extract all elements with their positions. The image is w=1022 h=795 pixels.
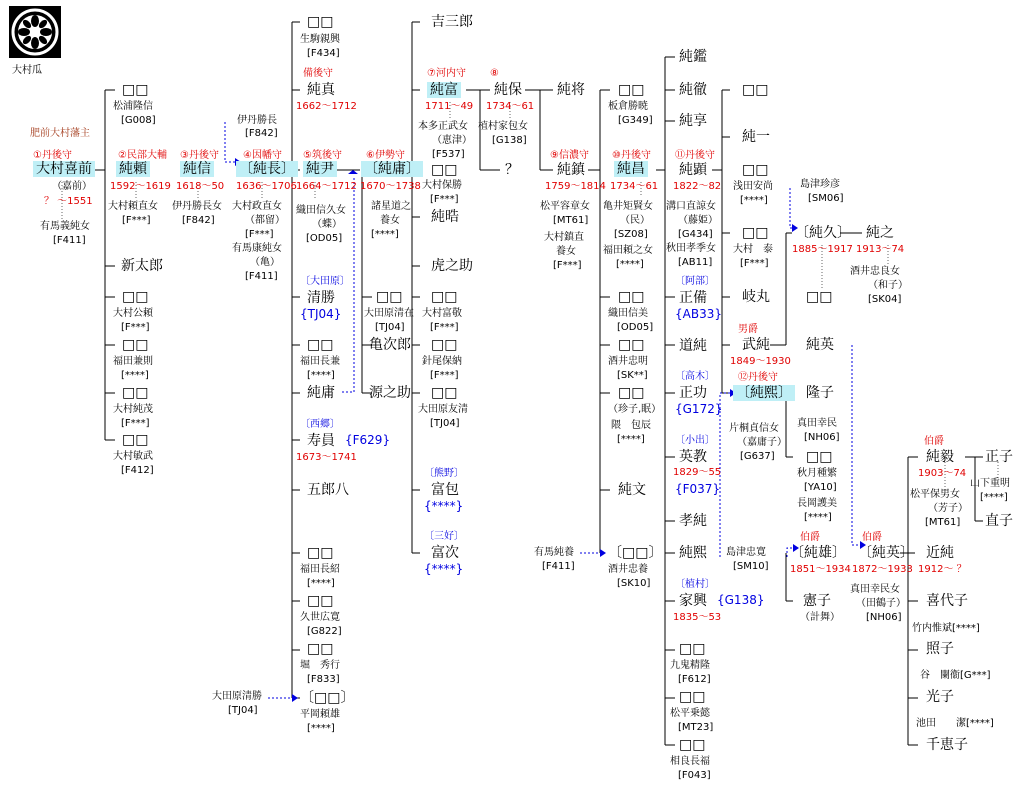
- house-label: 〔高木〕: [675, 371, 715, 382]
- ref-code: [****]: [617, 434, 645, 445]
- person-node[interactable]: □□: [122, 337, 149, 353]
- years-label: 1872～1933: [852, 564, 913, 575]
- years-label: 1734～61: [610, 181, 659, 192]
- ref-code: [F***]: [121, 418, 150, 429]
- rank-label: 備後守: [303, 68, 333, 79]
- house-label: 〔熊野〕: [424, 468, 464, 479]
- spouse-note: （民）: [620, 215, 650, 226]
- ref-code: {****}: [424, 499, 464, 513]
- house-label: 〔大田原〕: [300, 276, 350, 287]
- spouse-label: 浅田安尚: [733, 181, 773, 192]
- spouse-label: 有馬康純女: [232, 243, 282, 254]
- spouse-note: （都留）: [245, 215, 285, 226]
- person-node[interactable]: □□: [806, 449, 833, 465]
- rank-label: ⑧: [490, 68, 499, 79]
- person-node[interactable]: 〔□□〕: [608, 545, 663, 561]
- rank-label: ⑫丹後守: [738, 372, 778, 383]
- ref-code: {F037}: [675, 482, 721, 496]
- ref-code: [MT23]: [678, 722, 714, 733]
- ref-code: [F***]: [430, 370, 459, 381]
- ref-code: {TJ04}: [300, 307, 342, 321]
- ref-code: [TJ04]: [228, 705, 258, 716]
- person-node[interactable]: 純鑑: [679, 49, 707, 65]
- spouse-label: 大村鎮直: [544, 232, 584, 243]
- spouse-label: 平岡頼雄: [300, 709, 340, 720]
- ref-code: [F***]: [553, 260, 582, 271]
- ref-code: [G434]: [678, 229, 713, 240]
- person-node-gen6[interactable]: 〔純庸〕: [361, 161, 423, 177]
- spouse-label: 板倉勝暁: [608, 101, 648, 112]
- spouse-label: 九鬼精隆: [670, 660, 710, 671]
- person-node[interactable]: □□: [618, 385, 645, 401]
- person-node[interactable]: □□: [679, 737, 706, 753]
- years-label: 1912～ ？: [918, 564, 967, 575]
- ref-code: [SM06]: [808, 193, 844, 204]
- ref-code: [F833]: [307, 674, 340, 685]
- person-node[interactable]: 憲子: [803, 593, 831, 609]
- spouse-label: 隈 包辰: [611, 420, 651, 431]
- spouse-label: 池田 潔[****]: [916, 718, 994, 729]
- rank-label: ②民部大輔: [118, 150, 167, 161]
- spouse-note: （田鶴子）: [856, 598, 906, 609]
- rank-label: ⑨信濃守: [550, 150, 589, 161]
- person-node[interactable]: 純将: [557, 82, 585, 98]
- ref-code: [OD05]: [306, 233, 343, 244]
- person-node[interactable]: □□: [122, 432, 149, 448]
- ref-code: {G138}: [717, 593, 765, 607]
- person-node-gen11[interactable]: 純顕: [679, 162, 707, 178]
- spouse-label: 真田幸民: [797, 418, 837, 429]
- ref-code: [****]: [121, 370, 149, 381]
- years-label: 1670～1738: [360, 181, 421, 192]
- spouse-label: 大村敏武: [113, 451, 153, 462]
- person-node[interactable]: 〔純久〕: [795, 225, 851, 241]
- ref-code: [NH06]: [866, 612, 902, 623]
- person-node[interactable]: 富包: [431, 482, 459, 498]
- ref-code: [F***]: [245, 229, 274, 240]
- spouse-label: 伊丹勝長女: [172, 201, 222, 212]
- spouse-label: 大村富敬: [422, 308, 462, 319]
- rank-label: ⑪丹後守: [675, 150, 715, 161]
- person-node[interactable]: 富次: [431, 545, 459, 561]
- house-label: 〔三好〕: [424, 531, 464, 542]
- spouse-note: （和子）: [868, 280, 908, 291]
- years-label: 1636～1706: [236, 181, 297, 192]
- ref-code: [OD05]: [617, 322, 654, 333]
- spouse-label: 大村純茂: [113, 404, 153, 415]
- ref-code: {F629}: [345, 433, 391, 447]
- person-node[interactable]: □□: [742, 225, 769, 241]
- years-label: 1849～1930: [730, 356, 791, 367]
- spouse-label: 亀井矩賢女: [603, 201, 653, 212]
- person-node[interactable]: □□: [806, 289, 833, 305]
- rank-label: 伯爵: [862, 532, 882, 543]
- spouse-label: 竹内惟斌[****]: [912, 623, 980, 634]
- person-node[interactable]: 岐丸: [742, 289, 770, 305]
- ref-code: [F***]: [430, 322, 459, 333]
- spouse-note: （藤姫）: [678, 215, 718, 226]
- house-label: 〔阿部〕: [675, 276, 715, 287]
- years-label: 1734～61: [486, 101, 535, 112]
- person-node[interactable]: □□: [431, 385, 458, 401]
- ref-code: [****]: [740, 195, 768, 206]
- person-node[interactable]: □□: [431, 162, 458, 178]
- ref-code: [G637]: [740, 451, 775, 462]
- spouse-label: 養女: [380, 215, 400, 226]
- spouse-label: 福田長兼: [300, 356, 340, 367]
- spouse-label: 溝口直諒女: [666, 201, 716, 212]
- spouse-label: 堀 秀行: [300, 660, 340, 671]
- spouse-label: 針尾保納: [422, 356, 462, 367]
- person-node[interactable]: 吉三郎: [431, 14, 473, 30]
- ref-code: [****]: [616, 259, 644, 270]
- years-label: 1664～1712: [296, 181, 357, 192]
- house-label: 〔西郷〕: [300, 419, 340, 430]
- person-node[interactable]: 源之助: [369, 385, 411, 401]
- ref-code: [MT61]: [925, 517, 961, 528]
- ref-code: [F434]: [307, 48, 340, 59]
- crest-label: 大村瓜: [12, 65, 42, 76]
- gen1-note: （嘉前）: [52, 181, 92, 192]
- person-node[interactable]: 〔純英〕: [858, 545, 914, 561]
- spouse-label: 松浦隆信: [113, 101, 153, 112]
- rank-label: 男爵: [738, 324, 758, 335]
- ref-code: [TJ04]: [375, 322, 405, 333]
- person-node[interactable]: 千恵子: [926, 737, 968, 753]
- years-label: 1662～1712: [296, 101, 357, 112]
- spouse-label: 本多正武女: [418, 121, 468, 132]
- person-node[interactable]: □□: [618, 289, 645, 305]
- ref-code: [F***]: [740, 258, 769, 269]
- person-node[interactable]: □□: [307, 337, 334, 353]
- ref-code: [SZ08]: [614, 229, 648, 240]
- rank-label: ⑦河内守: [427, 68, 466, 79]
- ref-code: [F***]: [121, 322, 150, 333]
- years-label: 1711～49: [425, 101, 474, 112]
- person-node[interactable]: 純真: [307, 82, 335, 98]
- person-node-gen3[interactable]: 純信: [180, 161, 214, 177]
- person-node-gen8[interactable]: 純保: [494, 82, 522, 98]
- person-node-gen2[interactable]: 純頼: [116, 161, 150, 177]
- ref-code: [TJ04]: [430, 418, 460, 429]
- ref-code: [SM10]: [733, 561, 769, 572]
- ref-code: [F411]: [245, 271, 278, 282]
- spouse-label: 植村家包女: [478, 121, 528, 132]
- spouse-label: 大村政直女: [232, 201, 282, 212]
- person-node[interactable]: □□: [122, 385, 149, 401]
- person-node[interactable]: □□: [618, 337, 645, 353]
- ref-code: [F***]: [430, 194, 459, 205]
- years-label: 1903～74: [918, 468, 967, 479]
- ref-code: [****]: [980, 492, 1008, 503]
- person-node[interactable]: 正備: [679, 290, 707, 306]
- house-label: 〔植村〕: [675, 579, 715, 590]
- person-node[interactable]: 清勝: [307, 290, 335, 306]
- spouse-note: （恵津）: [432, 135, 472, 146]
- person-node[interactable]: 家興: [679, 593, 707, 609]
- person-node-gen14[interactable]: 純毅: [926, 449, 954, 465]
- person-node[interactable]: 〔□□〕: [300, 690, 355, 706]
- adopt-from: 大田原清勝: [212, 691, 262, 702]
- person-node-gen1[interactable]: 大村喜前: [33, 161, 95, 177]
- ref-code: {****}: [424, 562, 464, 576]
- adopt-from: 伊丹勝長: [237, 115, 277, 126]
- ref-code: [****]: [307, 578, 335, 589]
- ref-code: [MT61]: [553, 215, 589, 226]
- person-node[interactable]: 純之: [866, 225, 894, 241]
- spouse-label: 織田信久女: [296, 205, 346, 216]
- person-node[interactable]: □□: [307, 545, 334, 561]
- rank-label: ⑩丹後守: [612, 150, 651, 161]
- person-node[interactable]: 純一: [742, 129, 770, 145]
- ref-code: [SK10]: [617, 578, 651, 589]
- spouse-label: 大村 泰: [733, 244, 773, 255]
- spouse-label: 長岡護美: [797, 498, 837, 509]
- spouse-label: 片桐貞信女: [729, 423, 779, 434]
- person-node[interactable]: 正功: [679, 385, 707, 401]
- person-note: （計舞）: [800, 612, 840, 623]
- person-node[interactable]: 寿員: [307, 433, 335, 449]
- person-node[interactable]: 亀次郎: [369, 337, 411, 353]
- years-label: 1829～55: [673, 467, 722, 478]
- ref-code: {AB33}: [675, 307, 722, 321]
- spouse-label: 酒井忠良女: [850, 266, 900, 277]
- rank-label: ⑤筑後守: [303, 150, 342, 161]
- person-node[interactable]: 照子: [926, 641, 954, 657]
- spouse-note: （蝶）: [312, 219, 342, 230]
- spouse-label: 秋月種繁: [797, 468, 837, 479]
- spouse-note: （亀）: [250, 257, 280, 268]
- spouse-label: 大村公頼: [113, 308, 153, 319]
- ref-code: [F043]: [678, 770, 711, 781]
- gen1-years: ？ ～1551: [44, 196, 93, 207]
- person-node-gen7[interactable]: 純富: [427, 82, 461, 98]
- spouse-label: 真田幸民女: [850, 584, 900, 595]
- person-node[interactable]: 武純: [742, 337, 770, 353]
- spouse-label: 松平容章女: [540, 201, 590, 212]
- ref-code: [G822]: [307, 626, 342, 637]
- person-node[interactable]: 〔純雄〕: [790, 545, 846, 561]
- gen1-spouse: 有馬義純女: [40, 221, 90, 232]
- rank-label: 伯爵: [800, 532, 820, 543]
- spouse-label: 福田頼之女: [603, 245, 653, 256]
- spouse-note: （芳子）: [928, 503, 968, 514]
- person-node[interactable]: 純熙: [679, 545, 707, 561]
- spouse-label: 相良長福: [670, 756, 710, 767]
- person-node-gen12[interactable]: 〔純熙〕: [733, 385, 795, 401]
- adopt-from: 島津忠寛: [726, 547, 766, 558]
- years-label: 1759～1814: [545, 181, 606, 192]
- rank-label: 伯爵: [924, 436, 944, 447]
- years-label: 1822～82: [673, 181, 722, 192]
- ref-code: [G008]: [121, 115, 156, 126]
- spouse-label: 酒井忠明: [608, 356, 648, 367]
- gen1-spouse-ref: [F411]: [53, 235, 86, 246]
- ref-code: [NH06]: [804, 432, 840, 443]
- person-node[interactable]: □□: [307, 641, 334, 657]
- spouse-label: 谷 闌衞[G***]: [920, 670, 991, 681]
- ref-code: [****]: [371, 229, 399, 240]
- person-node[interactable]: □□: [122, 289, 149, 305]
- person-node[interactable]: 虎之助: [431, 258, 473, 274]
- spouse-label: 大田原友清: [418, 404, 468, 415]
- gen1-rank: ①丹後守: [33, 150, 72, 161]
- ref-code: [F411]: [542, 561, 575, 572]
- person-node[interactable]: 孝純: [679, 513, 707, 529]
- rank-label: ④因幡守: [243, 150, 282, 161]
- spouse-label: 生駒親興: [300, 34, 340, 45]
- person-node-gen4[interactable]: 〔純長〕: [236, 161, 298, 177]
- person-node[interactable]: 純享: [679, 113, 707, 129]
- spouse-label: 福田兼則: [113, 356, 153, 367]
- spouse-label: 松平乗懿: [670, 708, 710, 719]
- ref-code: [G349]: [618, 115, 653, 126]
- person-node[interactable]: □□: [679, 689, 706, 705]
- ref-code: [YA10]: [804, 482, 837, 493]
- person-node[interactable]: □□: [431, 337, 458, 353]
- spouse-label: 松平保男女: [910, 489, 960, 500]
- person-node[interactable]: 純庸: [307, 385, 335, 401]
- ref-code: [F842]: [245, 128, 278, 139]
- years-label: 1851～1934: [790, 564, 851, 575]
- spouse-label: 酒井忠養: [608, 564, 648, 575]
- years-label: 1885～1917: [792, 244, 853, 255]
- ref-code: [F412]: [121, 465, 154, 476]
- years-label: 1835～53: [673, 612, 722, 623]
- ref-code: [****]: [804, 512, 832, 523]
- person-node[interactable]: ？: [505, 162, 519, 178]
- person-node[interactable]: 近純: [926, 545, 954, 561]
- years-label: 1618～50: [176, 181, 225, 192]
- person-node-gen5[interactable]: 純尹: [303, 161, 337, 177]
- person-node[interactable]: □□: [679, 641, 706, 657]
- ref-code: [****]: [307, 370, 335, 381]
- person-node[interactable]: 直子: [985, 513, 1013, 529]
- ref-code: [SK**]: [617, 370, 648, 381]
- person-node[interactable]: 純文: [618, 482, 646, 498]
- person-node[interactable]: 隆子: [806, 385, 834, 401]
- years-label: 1592～1619: [110, 181, 171, 192]
- spouse-label: 織田信美: [608, 308, 648, 319]
- ref-code: [SK04]: [868, 294, 902, 305]
- house-label: 〔小出〕: [675, 435, 715, 446]
- adopt-from: 有馬純養: [534, 547, 574, 558]
- person-node-gen9[interactable]: 純鎮: [557, 162, 585, 178]
- person-node[interactable]: □□: [742, 82, 769, 98]
- spouse-label: 福田長紹: [300, 564, 340, 575]
- person-node[interactable]: □□: [431, 289, 458, 305]
- person-node[interactable]: □□: [618, 82, 645, 98]
- person-node[interactable]: 五郎八: [307, 482, 349, 498]
- ref-code: {G172}: [675, 402, 723, 416]
- person-note: （珍子,眠）: [608, 404, 662, 415]
- years-label: 1673～1741: [296, 452, 357, 463]
- ref-code: [F537]: [432, 149, 465, 160]
- ref-code: [F842]: [182, 215, 215, 226]
- person-node[interactable]: 英教: [679, 449, 707, 465]
- ref-code: [****]: [307, 723, 335, 734]
- spouse-note: （嘉庸子）: [737, 437, 787, 448]
- person-node[interactable]: □□: [122, 82, 149, 98]
- ref-code: [G138]: [492, 135, 527, 146]
- person-node[interactable]: 喜代子: [926, 593, 968, 609]
- spouse-label: 養女: [556, 246, 576, 257]
- ref-code: [AB11]: [678, 257, 713, 268]
- ref-code: [F***]: [122, 215, 151, 226]
- person-node[interactable]: □□: [742, 162, 769, 178]
- spouse-label: 大村保勝: [422, 180, 462, 191]
- ref-code: [F612]: [678, 674, 711, 685]
- rank-label: ③丹後守: [180, 150, 219, 161]
- spouse-label: 山下重明: [970, 478, 1010, 489]
- spouse-label: 久世広寛: [300, 612, 340, 623]
- person-node[interactable]: 正子: [985, 449, 1013, 465]
- domain-title: 肥前大村藩主: [30, 128, 90, 139]
- person-node[interactable]: □□: [307, 593, 334, 609]
- years-label: 1913～74: [856, 244, 905, 255]
- spouse-label: 大村頼直女: [108, 201, 158, 212]
- spouse-label: 秋田孝季女: [666, 243, 716, 254]
- spouse-label: 大田原清在: [364, 308, 414, 319]
- person-node[interactable]: 純英: [806, 337, 834, 353]
- person-node[interactable]: 光子: [926, 689, 954, 705]
- person-node[interactable]: 純晧: [431, 209, 459, 225]
- person-node-gen10[interactable]: 純昌: [614, 161, 648, 177]
- person-node[interactable]: 純徹: [679, 82, 707, 98]
- spouse-label: 諸星道之: [371, 201, 411, 212]
- person-node[interactable]: 新太郎: [121, 258, 163, 274]
- person-node[interactable]: □□: [376, 289, 403, 305]
- person-node[interactable]: □□: [307, 14, 334, 30]
- rank-label: ⑥伊勢守: [366, 150, 405, 161]
- person-node[interactable]: 道純: [679, 338, 707, 354]
- adopt-from: 島津珍彦: [800, 179, 840, 190]
